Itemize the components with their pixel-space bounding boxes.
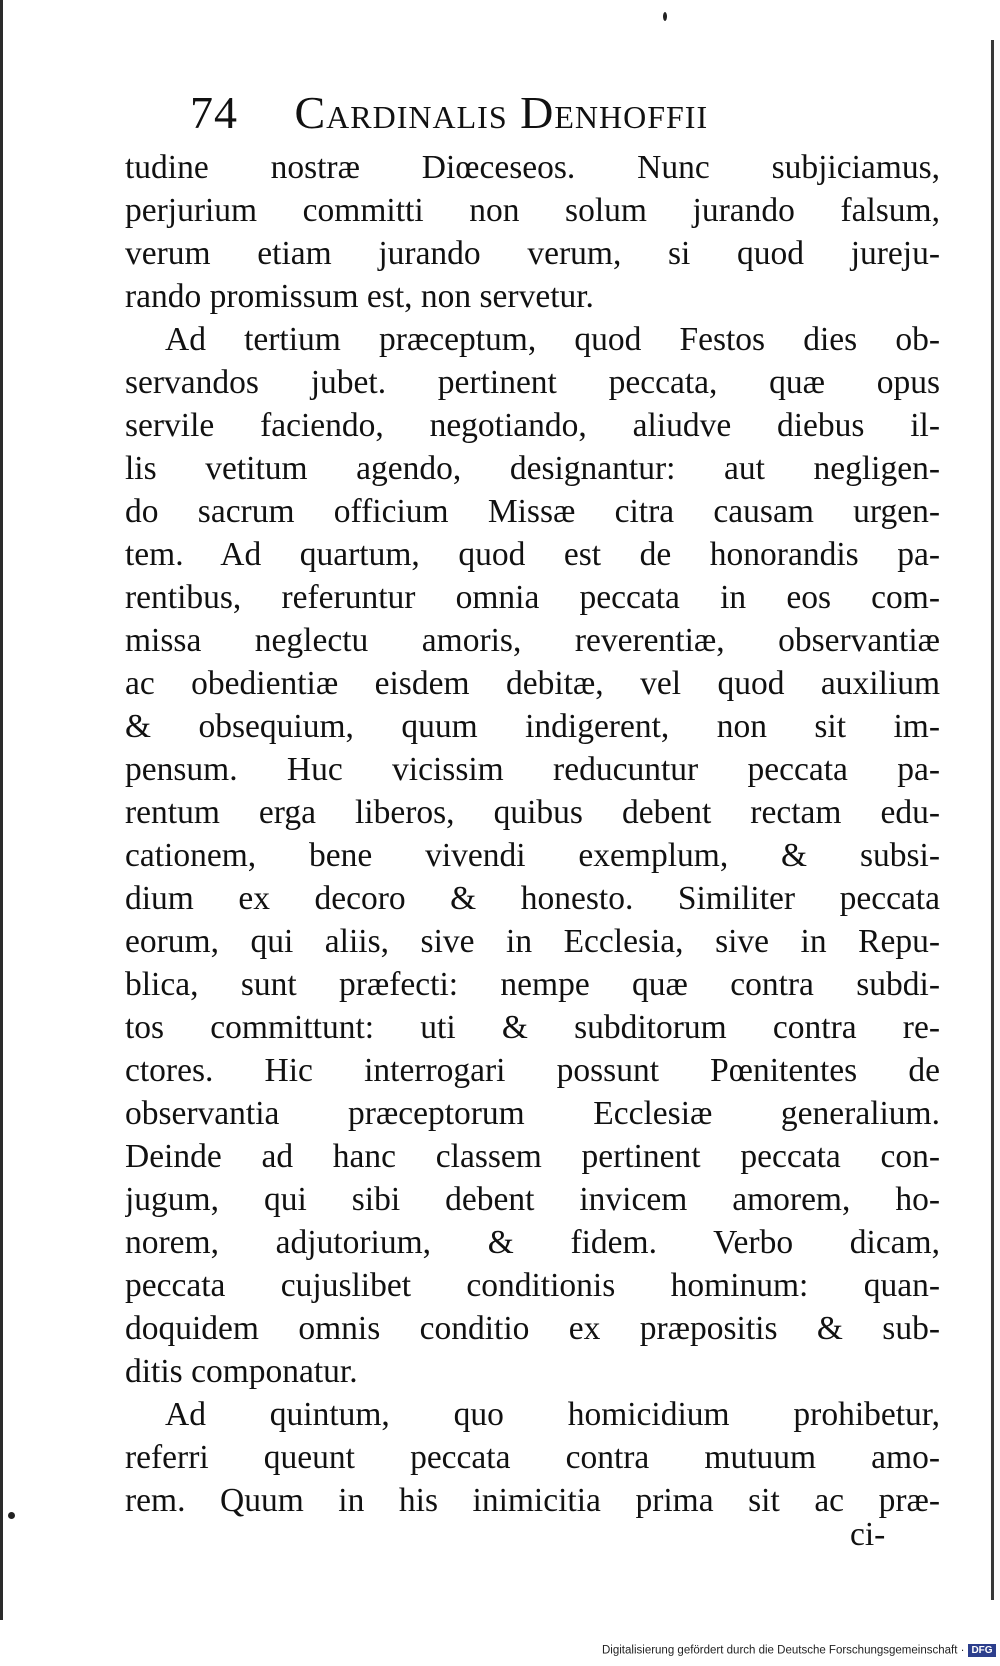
page-edge-left bbox=[0, 0, 3, 1620]
text-line: rem. Quum in his inimicitia prima sit ac præ- bbox=[125, 1482, 940, 1519]
text-line: referri queunt peccata contra mutuum amo- bbox=[125, 1439, 940, 1476]
ink-speck bbox=[8, 1512, 15, 1519]
text-line: ac obedientiæ eisdem debitæ, vel quod auxilium bbox=[125, 665, 940, 702]
running-header bbox=[190, 86, 708, 139]
text-line: ditis componatur. bbox=[125, 1353, 358, 1390]
text-line: rando promissum est, non servetur. bbox=[125, 278, 594, 315]
text-line: dium ex decoro & honesto. Similiter peccata bbox=[125, 880, 940, 917]
running-title: Cardinalis Denhoffii bbox=[294, 87, 709, 138]
paragraph-start-line: Ad quintum, quo homicidium prohibetur, bbox=[165, 1396, 940, 1433]
text-line: cationem, bene vivendi exemplum, & subsi- bbox=[125, 837, 940, 874]
page-edge-right bbox=[991, 40, 994, 1600]
catchword: ci- bbox=[850, 1516, 886, 1553]
text-line: rentibus, referuntur omnia peccata in eos com- bbox=[125, 579, 940, 616]
text-line: lis vetitum agendo, designantur: aut negligen- bbox=[125, 450, 940, 487]
text-line: peccata cujuslibet conditionis hominum: quan- bbox=[125, 1267, 940, 1304]
text-body bbox=[125, 146, 940, 1522]
text-line: servile faciendo, negotiando, aliudve diebus il- bbox=[125, 407, 940, 444]
text-line: tos committunt: uti & subditorum contra re- bbox=[125, 1009, 940, 1046]
text-line: servandos jubet. pertinent peccata, quæ opus bbox=[125, 364, 940, 401]
text-line: rentum erga liberos, quibus debent rectam edu- bbox=[125, 794, 940, 831]
text-line: ctores. Hic interrogari possunt Pœnitentes de bbox=[125, 1052, 940, 1089]
digitization-credit bbox=[602, 1644, 996, 1657]
text-line: tudine nostræ Diœceseos. Nunc subjiciamus, bbox=[125, 149, 940, 186]
text-line: pensum. Huc vicissim reducuntur peccata pa- bbox=[125, 751, 940, 788]
text-line: norem, adjutorium, & fidem. Verbo dicam, bbox=[125, 1224, 940, 1261]
dfg-logo: DFG bbox=[968, 1644, 995, 1657]
ink-speck bbox=[663, 12, 667, 21]
text-line: eorum, qui aliis, sive in Ecclesia, sive in Repu- bbox=[125, 923, 940, 960]
text-line: blica, sunt præfecti: nempe quæ contra subdi- bbox=[125, 966, 940, 1003]
text-line: observantia præceptorum Ecclesiæ generalium. bbox=[125, 1095, 940, 1132]
page-number: 74 bbox=[190, 87, 238, 138]
paragraph-start-line: Ad tertium præceptum, quod Festos dies ob- bbox=[165, 321, 940, 358]
text-line: doquidem omnis conditio ex præpositis & sub- bbox=[125, 1310, 940, 1347]
text-line: jugum, qui sibi debent invicem amorem, ho- bbox=[125, 1181, 940, 1218]
text-line: tem. Ad quartum, quod est de honorandis pa- bbox=[125, 536, 940, 573]
text-line: Deinde ad hanc classem pertinent peccata con- bbox=[125, 1138, 940, 1175]
text-line: do sacrum officium Missæ citra causam urgen- bbox=[125, 493, 940, 530]
text-line: & obsequium, quum indigerent, non sit im- bbox=[125, 708, 940, 745]
text-line: perjurium committi non solum jurando falsum, bbox=[125, 192, 940, 229]
credit-text: Digitalisierung gefördert durch die Deutsche Forschungsgemeinschaft · bbox=[602, 1644, 965, 1657]
text-line: missa neglectu amoris, reverentiæ, observantiæ bbox=[125, 622, 940, 659]
text-line: verum etiam jurando verum, si quod jureju- bbox=[125, 235, 940, 272]
